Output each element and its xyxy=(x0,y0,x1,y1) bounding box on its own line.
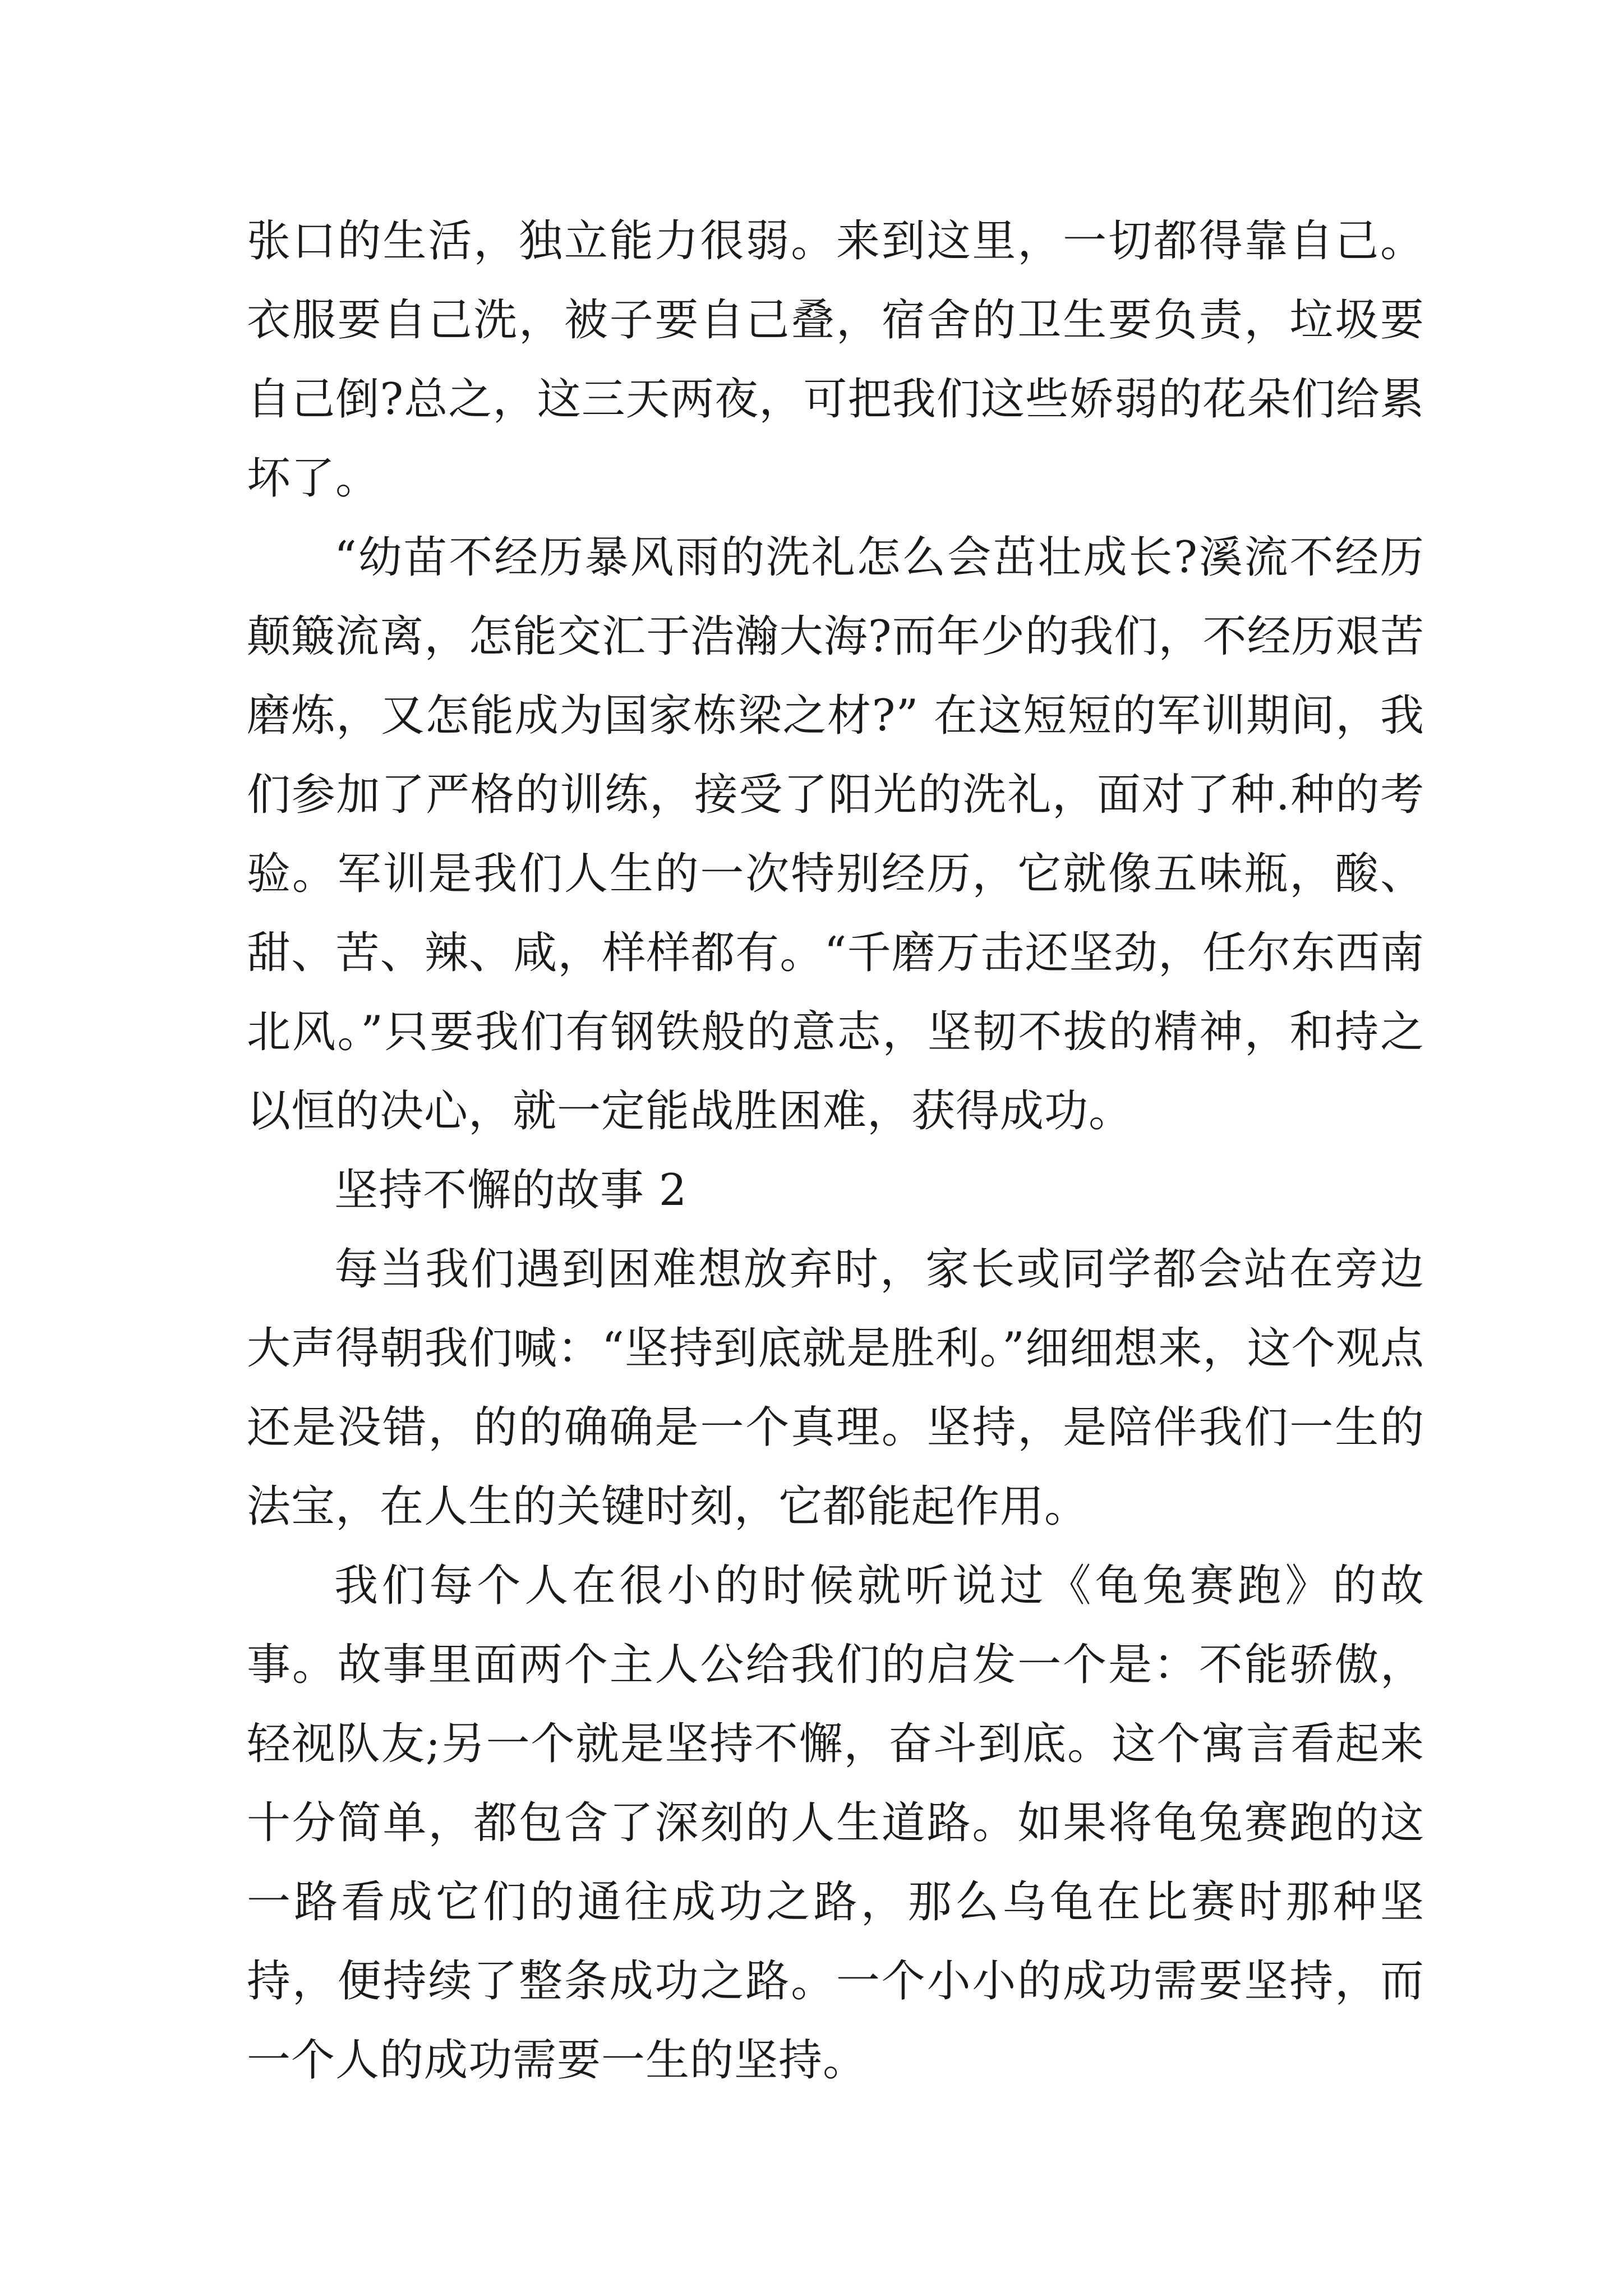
document-body xyxy=(247,202,1424,2100)
paragraph-tortoise-hare: 我们每个人在很小的时候就听说过《龟兔赛跑》的故事。故事里面两个主人公给我们的启发一个是：不能骄傲，轻视队友;另一个就是坚持不懈，奋斗到底。这个寓言看起来十分简单，都包含了深刻的人生道路。如果将龟兔赛跑的这一路看成它们的通往成功之路，那么乌龟在比赛时那种坚持，便持续了整条成功之路。一个小小的成功需要坚持，而一个人的成功需要一生的坚持。 xyxy=(247,1561,1424,2086)
section-heading: 坚持不懈的故事 2 xyxy=(334,1165,688,1216)
paragraph-military-training: “幼苗不经历暴风雨的洗礼怎么会茁壮成长?溪流不经历颠簸流离，怎能交汇于浩瀚大海?而年少的我们，不经历艰苦磨炼，又怎能成为国家栋梁之材?” 在这短短的军训期间，我们参加了严格的训练，接受了阳光的洗礼，面对了种.种的考验。军训是我们人生的一次特别经历，它就像五味瓶，酸、甜、苦、辣、咸，样样都有。“千磨万击还坚劲，任尔东西南北风。”只要我们有钢铁般的意志，坚韧不拔的精神，和持之以恒的决心，就一定能战胜困难，获得成功。 xyxy=(247,532,1424,1137)
paragraph-continued: 张口的生活，独立能力很弱。来到这里，一切都得靠自己。衣服要自己洗，被子要自己叠，宿舍的卫生要负责，垃圾要自己倒?总之，这三天两夜，可把我们这些娇弱的花朵们给累坏了。 xyxy=(247,216,1424,504)
paragraph-persistence: 每当我们遇到困难想放弃时，家长或同学都会站在旁边大声得朝我们喊：“坚持到底就是胜利。”细细想来，这个观点还是没错，的的确确是一个真理。坚持，是陪伴我们一生的法宝，在人生的关键时刻，它都能起作用。 xyxy=(247,1244,1424,1532)
